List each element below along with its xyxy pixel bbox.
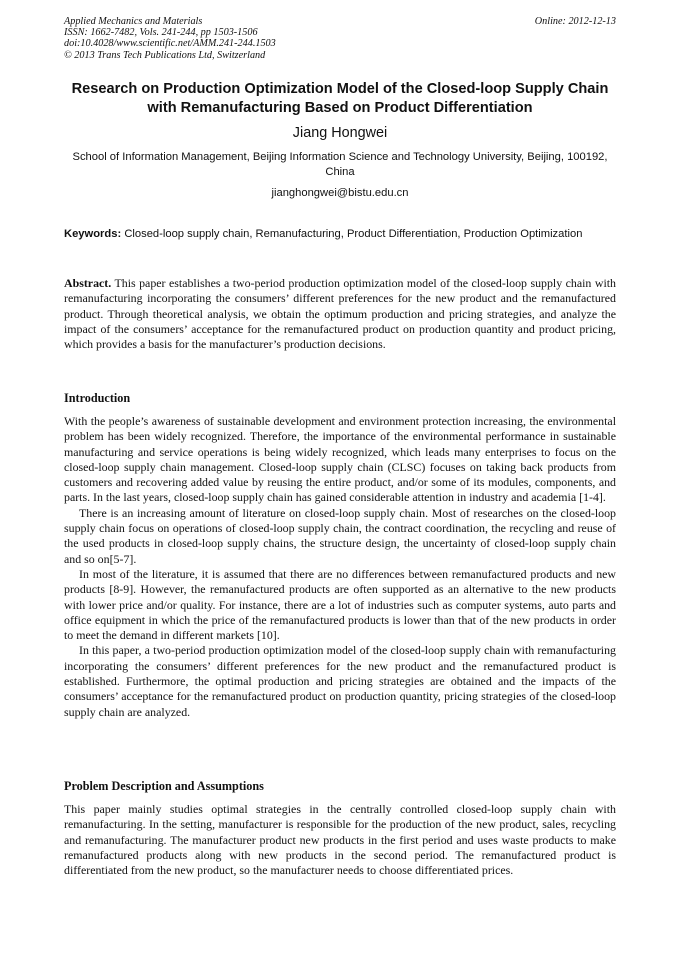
abstract-block [64,276,616,352]
author-email: jianghongwei@bistu.edu.cn [271,187,409,199]
paper-title: Research on Production Optimization Model of the Closed-loop Supply Chain with Remanufacturing Based on Product Differentiation [71,81,609,116]
keywords-text: Closed-loop supply chain, Remanufacturing, Product Differentiation, Production Optimization [124,228,583,240]
abstract-label: Abstract. [64,276,112,290]
keywords-label: Keywords: [64,228,122,240]
paragraph: With the people’s awareness of sustainable development and environment protection increasing, the environmental problem has been widely recognized. Therefore, the importance of the environmental performance in sustainable manufacturing and service operations is being widely recognized, which leads many enterprises to focus on the closed-loop supply chain management. Closed-loop supply chain (CLSC) focuses on taking back products from customers and recovering added value by reusing the entire product, and/or some of its modules, components, and parts. In the last years, closed-loop supply chain has gained considerable attention in industry and academia [1-4]. [64,414,616,505]
problem-body [64,802,616,878]
online-date: Online: 2012-12-13 [534,16,616,27]
paragraph: This paper mainly studies optimal strategies in the centrally controlled closed-loop supply chain with remanufacturing. In the setting, manufacturer is responsible for the production of the new product, sales, recycling and remanufacturing. The manufacturer product new products in the first period and uses waste products to make remanufactured products along with new products in the second period. The remanufactured product is differentiated from the new product, so the manufacturer needs to choose differentiated prices. [64,802,616,878]
introduction-body [64,414,616,720]
doi-line: doi:10.4028/www.scientific.net/AMM.241-244.1503 [64,38,276,50]
paragraph: In most of the literature, it is assumed that there are no differences between remanufactured products and new products [8-9]. However, the remanufactured products are often supported as an alternative to the new products with lower price and/or quality. For instance, there are a lot of industries such as computer systems, auto parts and office equipment in which the price of the remanufactured products is lower than that of the new products in order to meet the demand in different markets [10]. [64,566,616,643]
paragraph: There is an increasing amount of literature on closed-loop supply chain. Most of researches on the closed-loop supply chain focus on operations of closed-loop supply chain, the contract coordination, the recycling and reuse of the used products in closed-loop supply chains, the structure design, the uncertainty of closed-loop supply chain and so on[5-7]. [64,505,616,566]
author-affiliation: School of Information Management, Beijing Information Science and Technology University, Beijing, 100192, China [72,151,608,178]
issn-line: ISSN: 1662-7482, Vols. 241-244, pp 1503-1506 [64,27,258,39]
author-name: Jiang Hongwei [292,125,388,141]
journal-name: Applied Mechanics and Materials [64,16,203,27]
introduction-heading: Introduction [64,391,131,405]
abstract-text: This paper establishes a two-period production optimization model of the closed-loop supply chain with remanufacturing incorporating the consumers’ different preferences for the new product and the remanufactured product. Through theoretical analysis, we obtain the optimum production and pricing strategies, and analyze the impact of the consumers’ acceptance for the remanufactured product on production quantity and product pricing, which provides a basis for the manufacturer’s production decisions. [64,276,616,352]
keywords-block [64,227,616,242]
problem-heading: Problem Description and Assumptions [64,779,264,793]
copyright-line: © 2013 Trans Tech Publications Ltd, Switzerland [64,49,266,61]
paragraph: In this paper, a two-period production optimization model of the closed-loop supply chain with remanufacturing incorporating the consumers’ different preferences for the new product and the remanufactured product is established. Furthermore, the optimal production and pricing strategies are obtained and the impacts of the consumers’ acceptance for the remanufactured product on production quantity, pricing strategies of the closed-loop supply chain are analyzed. [64,643,616,719]
journal-header [64,16,616,61]
